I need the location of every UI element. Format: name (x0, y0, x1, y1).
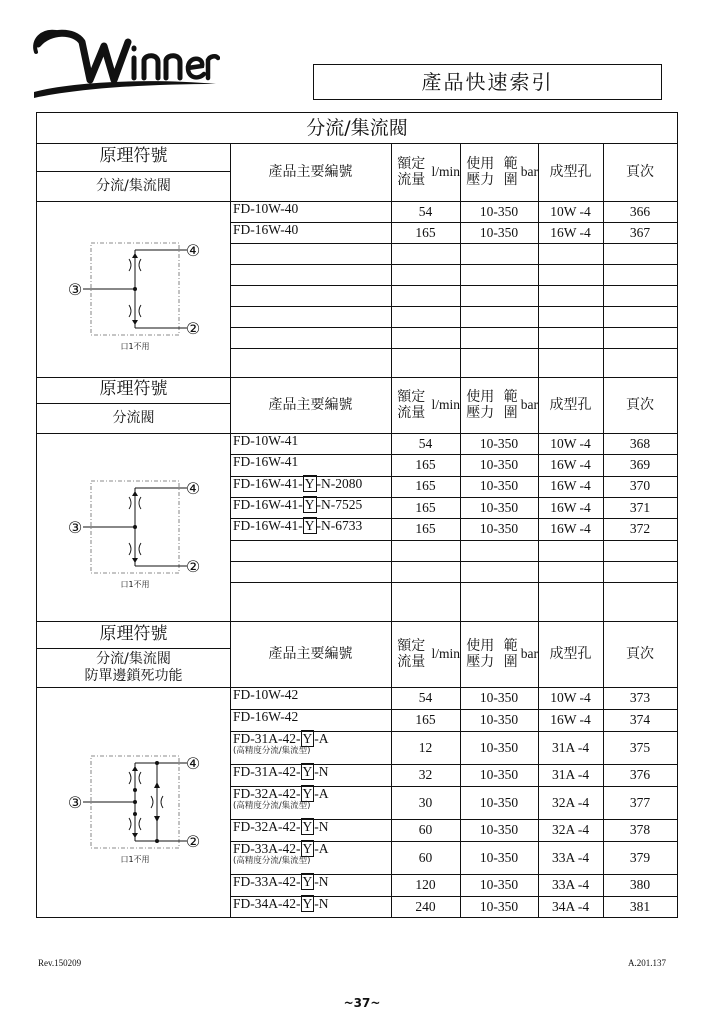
rule-line (230, 561, 677, 562)
valve-type-label: 分流/集流閥 防單邊鎖死功能 (84, 651, 183, 684)
port-3-label: ③ (67, 793, 83, 812)
page-number-cell: 372 (629, 521, 651, 537)
rated-flow-cell: 60 (418, 822, 433, 838)
page-number-cell: 381 (629, 899, 651, 915)
part-number-cell: FD-32A-42- Y -A (高精度分流/集流型) (233, 786, 329, 811)
rated-flow-cell: 165 (415, 712, 436, 728)
symbol-header: 原理符號 (99, 146, 168, 167)
part-number-cell: FD-34A-42- Y -N (233, 896, 329, 911)
part-number-cell: FD-10W-41 (233, 433, 299, 448)
column-line (391, 143, 392, 377)
rated-flow-cell: 165 (415, 499, 436, 515)
rated-flow-cell: 165 (415, 224, 436, 240)
cavity-cell: 16W -4 (550, 478, 591, 494)
pressure-range-cell: 10-350 (479, 899, 519, 915)
column-line (538, 143, 539, 377)
rated-flow-cell: 165 (415, 521, 436, 537)
cavity-cell: 16W -4 (550, 712, 591, 728)
rated-flow-header: 額定流量 l/min (397, 155, 460, 188)
pressure-range-header: 使用壓力 範圍 bar (466, 388, 538, 421)
rule-line (230, 327, 677, 328)
valve-type-label: 分流閥 (112, 409, 155, 426)
pressure-range-cell: 10-350 (479, 849, 519, 865)
index-title: 產品快速索引 (313, 64, 662, 100)
cavity-header: 成型孔 (549, 396, 592, 413)
page-number-cell: 371 (629, 499, 651, 515)
pressure-range-cell: 10-350 (479, 499, 519, 515)
pressure-range-cell: 10-350 (479, 690, 519, 706)
rated-flow-cell: 54 (418, 435, 433, 451)
pressure-range-cell: 10-350 (479, 739, 519, 755)
rated-flow-header: 額定流量 l/min (397, 388, 460, 421)
part-number-cell: FD-32A-42- Y -N (233, 819, 329, 834)
page-number-cell: 368 (629, 435, 651, 451)
rule-line (230, 243, 677, 244)
page-header: 頁次 (626, 396, 654, 413)
rated-flow-cell: 60 (418, 849, 433, 865)
valve-type-label: 分流/集流閥 (96, 177, 171, 194)
symbol-header: 原理符號 (99, 379, 168, 400)
cavity-cell: 31A -4 (551, 739, 590, 755)
part-number-cell: FD-16W-41- Y -N-7525 (233, 496, 363, 512)
part-number-header: 產品主要編號 (268, 396, 353, 413)
rated-flow-cell: 32 (418, 767, 433, 783)
flow-divider-symbol (37, 201, 230, 377)
page-number-cell: 379 (629, 849, 651, 865)
port-2-label: ② (185, 832, 201, 851)
part-number-cell: FD-16W-41- Y -N-2080 (233, 475, 363, 491)
port-1-note: 口1不用 (120, 580, 150, 589)
page-number-cell: 373 (629, 690, 651, 706)
port-3-label: ③ (67, 518, 83, 537)
page-number-cell: 369 (629, 457, 651, 473)
cavity-cell: 34A -4 (551, 899, 590, 915)
part-number-cell: FD-16W-42 (233, 709, 299, 724)
winner-logo (30, 22, 220, 102)
document-code: A.201.137 (628, 958, 666, 968)
pressure-range-cell: 10-350 (479, 794, 519, 810)
rated-flow-cell: 30 (418, 794, 433, 810)
pressure-range-cell: 10-350 (479, 712, 519, 728)
port-3-label: ③ (67, 280, 83, 299)
cavity-cell: 33A -4 (551, 849, 590, 865)
rule-line (230, 285, 677, 286)
part-number-cell: FD-31A-42- Y -N (233, 764, 329, 779)
cavity-cell: 16W -4 (550, 499, 591, 515)
pressure-range-cell: 10-350 (479, 224, 519, 240)
port-4-label: ④ (185, 754, 201, 773)
cavity-cell: 10W -4 (550, 435, 591, 451)
column-line (603, 143, 604, 377)
part-number-header: 產品主要編號 (268, 163, 353, 180)
product-index-table (36, 112, 678, 918)
column-line (460, 377, 461, 621)
page-number-cell: 370 (629, 478, 651, 494)
port-1-note: 口1不用 (120, 342, 150, 351)
cavity-cell: 32A -4 (551, 794, 590, 810)
port-2-label: ② (185, 319, 201, 338)
column-line (391, 621, 392, 917)
page-header: 頁次 (626, 163, 654, 180)
column-line (460, 621, 461, 917)
part-number-cell: FD-16W-41 (233, 454, 299, 470)
pressure-range-cell: 10-350 (479, 521, 519, 537)
flow-divider-symbol (37, 433, 230, 621)
cavity-cell: 16W -4 (550, 457, 591, 473)
rule-line (230, 348, 677, 349)
cavity-cell: 16W -4 (550, 224, 591, 240)
page-number-cell: 375 (629, 739, 651, 755)
rule-line (37, 403, 230, 404)
port-4-label: ④ (185, 479, 201, 498)
column-line (460, 143, 461, 377)
page-number-cell: 374 (629, 712, 651, 728)
pressure-range-cell: 10-350 (479, 877, 519, 893)
column-line (230, 377, 231, 621)
rated-flow-cell: 54 (418, 690, 433, 706)
cavity-header: 成型孔 (549, 163, 592, 180)
pressure-range-cell: 10-350 (479, 457, 519, 473)
part-number-cell: FD-31A-42- Y -A (高精度分流/集流型) (233, 731, 329, 756)
rated-flow-cell: 12 (418, 739, 433, 755)
cavity-header: 成型孔 (549, 645, 592, 662)
port-1-note: 口1不用 (120, 855, 150, 864)
section-title: 分流/集流閥 (306, 117, 408, 139)
rated-flow-cell: 120 (415, 877, 436, 893)
rule-line (37, 171, 230, 172)
cavity-cell: 10W -4 (550, 203, 591, 219)
page-number: ~37~ (343, 996, 381, 1010)
part-number-header: 產品主要編號 (268, 645, 353, 662)
pressure-range-header: 使用壓力 範圍 bar (466, 637, 538, 670)
pressure-range-cell: 10-350 (479, 767, 519, 783)
column-line (538, 377, 539, 621)
page-number-cell: 377 (629, 794, 651, 810)
rule-line (230, 306, 677, 307)
column-line (230, 143, 231, 377)
pressure-range-cell: 10-350 (479, 822, 519, 838)
pressure-range-cell: 10-350 (479, 478, 519, 494)
rated-flow-header: 額定流量 l/min (397, 637, 460, 670)
part-number-cell: FD-10W-40 (233, 201, 299, 216)
part-number-cell: FD-33A-42- Y -A (高精度分流/集流型) (233, 841, 329, 866)
column-line (538, 621, 539, 917)
rule-line (230, 264, 677, 265)
flow-divider-symbol (37, 687, 230, 917)
column-line (391, 377, 392, 621)
cavity-cell: 33A -4 (551, 877, 590, 893)
rule-line (230, 582, 677, 583)
page-number-cell: 378 (629, 822, 651, 838)
column-line (603, 377, 604, 621)
port-2-label: ② (185, 557, 201, 576)
column-line (230, 621, 231, 917)
rule-line (37, 648, 230, 649)
cavity-cell: 16W -4 (550, 521, 591, 537)
part-number-cell: FD-10W-42 (233, 687, 299, 702)
page-number-cell: 376 (629, 767, 651, 783)
pressure-range-cell: 10-350 (479, 203, 519, 219)
part-number-cell: FD-33A-42- Y -N (233, 874, 329, 889)
page-number-cell: 366 (629, 203, 651, 219)
rated-flow-cell: 165 (415, 478, 436, 494)
part-number-cell: FD-16W-41- Y -N-6733 (233, 518, 363, 534)
page-number-cell: 367 (629, 224, 651, 240)
rated-flow-cell: 54 (418, 203, 433, 219)
pressure-range-header: 使用壓力 範圍 bar (466, 155, 538, 188)
cavity-cell: 32A -4 (551, 822, 590, 838)
port-4-label: ④ (185, 241, 201, 260)
rated-flow-cell: 240 (415, 899, 436, 915)
symbol-header: 原理符號 (99, 623, 168, 644)
rule-line (230, 540, 677, 541)
part-number-cell: FD-16W-40 (233, 222, 299, 237)
cavity-cell: 31A -4 (551, 767, 590, 783)
pressure-range-cell: 10-350 (479, 435, 519, 451)
page-header: 頁次 (626, 645, 654, 662)
page-number-cell: 380 (629, 877, 651, 893)
column-line (603, 621, 604, 917)
revision-code: Rev.150209 (38, 958, 82, 968)
cavity-cell: 10W -4 (550, 690, 591, 706)
rated-flow-cell: 165 (415, 457, 436, 473)
